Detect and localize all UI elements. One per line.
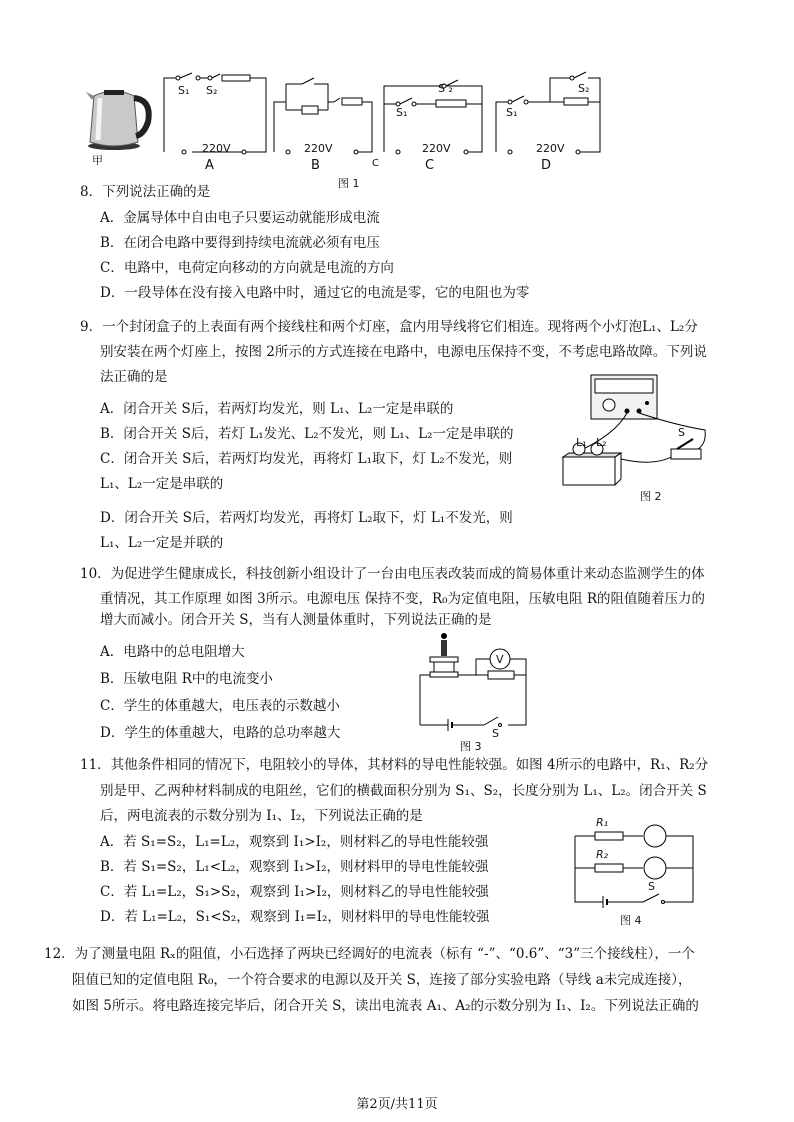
q10-option-d: D．学生的体重越大，电路的总功率越大 [100, 725, 341, 741]
figure-3-caption: 图 3 [460, 740, 482, 753]
fig4-r1-label: R₁ [596, 816, 609, 829]
circuit-c-voltage: 220V [422, 142, 451, 155]
q9-option-c-line2: L₁、L₂一定是串联的 [100, 476, 224, 492]
figure-4-diagram [573, 822, 703, 912]
kettle-image [86, 82, 156, 152]
stray-c-mark: C [372, 158, 379, 169]
q8-option-c: C．电路中，电荷定向移动的方向就是电流的方向 [100, 260, 394, 276]
q11-stem-line2: 别是甲、乙两种材料制成的电阻丝，它们的横截面积分别为 S₁、S₂，长度分别为 L₁、L₂。闭合开关 S [100, 783, 707, 799]
q12-stem-line2: 阻值已知的定值电阻 R₀，一个符合要求的电源以及开关 S，连接了部分实验电路（导线 a未完成连接）， [72, 972, 692, 988]
circuit-d-s2: S₂ [578, 82, 590, 95]
q9-stem-line3: 法正确的是 [100, 369, 168, 385]
figure-2-diagram [555, 375, 715, 490]
q11-option-c: C．若 L₁=L₂，S₁>S₂，观察到 I₁>I₂，则材料乙的导电性能较强 [100, 884, 489, 900]
circuit-a-letter: A [205, 158, 214, 173]
fig2-s-label: S [678, 426, 685, 439]
fig4-r2-label: R₂ [596, 848, 609, 861]
q9-stem-line1: 9．一个封闭盒子的上表面有两个接线柱和两个灯座，盒内用导线将它们相连。现将两个小灯泡L₁、L₂分 [80, 319, 698, 335]
q10-stem-line3: 增大而减小。闭合开关 S，当有人测量体重时，下列说法正确的是 [100, 612, 492, 628]
q8-stem: 8．下列说法正确的是 [80, 184, 211, 200]
q9-stem-line2: 别安装在两个灯座上，按图 2所示的方式连接在电路中，电源电压保持不变，不考虑电路故障。下列说 [100, 344, 707, 360]
circuit-b-letter: B [311, 158, 320, 173]
circuit-a-voltage: 220V [202, 142, 231, 155]
circuit-c-s1: S₁ [396, 106, 408, 119]
kettle-label: 甲 [92, 154, 103, 167]
figure-2-caption: 图 2 [640, 490, 662, 503]
circuit-c-letter: C [425, 158, 435, 173]
circuit-b-voltage: 220V [304, 142, 333, 155]
circuit-d-letter: D [541, 158, 552, 173]
q10-option-c: C．学生的体重越大，电压表的示数越小 [100, 698, 340, 714]
figure-1-caption: 图 1 [338, 177, 360, 190]
q11-stem-line3: 后，两电流表的示数分别为 I₁、I₂，下列说法正确的是 [100, 808, 423, 824]
q8-option-b: B．在闭合电路中要得到持续电流就必须有电压 [100, 235, 380, 251]
q10-option-b: B．压敏电阻 R中的电流变小 [100, 671, 273, 687]
q12-stem-line1: 12．为了测量电阻 Rₓ的阻值，小石选择了两块已经调好的电流表（标有 “-”、“0.6”、“3”三个接线柱），一个 [44, 946, 695, 962]
fig2-l1-label: L₁ [576, 436, 587, 449]
fig4-s-label: S [648, 880, 655, 893]
q10-stem-line2: 重情况，其工作原理 如图 3所示。电源电压 保持不变，R₀为定值电阻，压敏电阻 R的阻值随着压力的 [100, 591, 705, 607]
q9-option-c-line1: C．闭合开关 S后，若两灯均发光，再将灯 L₁取下，灯 L₂不发光，则 [100, 451, 513, 467]
q9-option-a: A．闭合开关 S后，若两灯均发光，则 L₁、L₂一定是串联的 [100, 401, 454, 417]
q11-option-a: A．若 S₁=S₂，L₁=L₂，观察到 I₁>I₂，则材料乙的导电性能较强 [100, 834, 489, 850]
circuit-a-s1: S₁ [178, 84, 190, 97]
q11-option-d: D．若 L₁=L₂，S₁<S₂，观察到 I₁=I₂，则材料甲的导电性能较强 [100, 909, 490, 925]
q10-option-a: A．电路中的总电阻增大 [100, 644, 245, 660]
figure-3-diagram [418, 633, 538, 733]
q8-option-d: D．一段导体在没有接入电路中时，通过它的电流是零，它的电阻也为零 [100, 285, 530, 301]
q12-stem-line3: 如图 5所示。将电路连接完毕后，闭合开关 S，读出电流表 A₁、A₂的示数分别为 I₁、I₂。下列说法正确的 [72, 998, 699, 1014]
circuit-d-voltage: 220V [536, 142, 565, 155]
q9-option-b: B．闭合开关 S后，若灯 L₁发光、L₂不发光，则 L₁、L₂一定是串联的 [100, 426, 514, 442]
fig2-l2-label: L₂ [596, 436, 607, 449]
fig3-switch-label: S [492, 727, 499, 740]
q8-option-a: A．金属导体中自由电子只要运动就能形成电流 [100, 210, 380, 226]
q11-stem-line1: 11．其他条件相同的情况下，电阻较小的导体，其材料的导电性能较强。如图 4所示的电路中，R₁、R₂分 [80, 757, 709, 773]
q11-option-b: B．若 S₁=S₂，L₁<L₂，观察到 I₁>I₂，则材料甲的导电性能较强 [100, 859, 489, 875]
circuit-d-s1: S₁ [506, 106, 518, 119]
fig3-voltmeter-label: V [496, 653, 504, 666]
q9-option-d-line1: D．闭合开关 S后，若两灯均发光，再将灯 L₂取下，灯 L₁不发光，则 [100, 510, 513, 526]
circuit-c-s2: S ₂ [438, 82, 453, 95]
circuit-a-s2: S₂ [206, 84, 218, 97]
q10-stem-line1: 10．为促进学生健康成长，科技创新小组设计了一台由电压表改装而成的简易体重计来动态监测学生的体 [80, 566, 705, 582]
q9-option-d-line2: L₁、L₂一定是并联的 [100, 535, 224, 551]
page-footer: 第2页/共11页 [356, 1097, 438, 1112]
figure-4-caption: 图 4 [620, 914, 642, 927]
